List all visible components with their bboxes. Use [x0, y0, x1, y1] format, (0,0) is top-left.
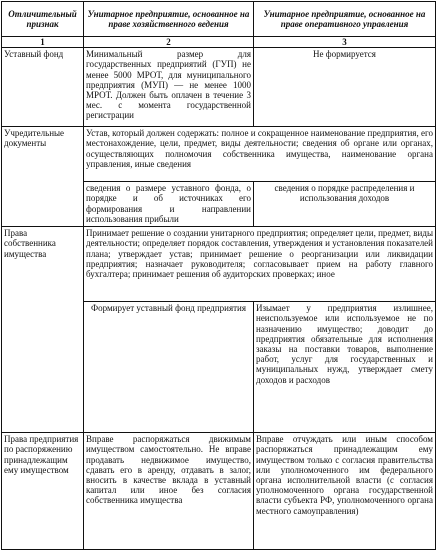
header-economic-management: Унитарное предприятие, основанное на праве хозяйственного ведения [84, 2, 254, 37]
column-number-row [2, 37, 436, 48]
row-cell: Вправе распоряжаться движимым имуществом самостоятельно. Не вправе продавать недвижимое имущество, сдавать его в аренду, отдавать в залог, вносить в качестве вклада в уставный капитал или иное без согласия собственника имущества [84, 433, 254, 550]
row-label: Права собственника имущества [2, 227, 84, 433]
header-row [2, 2, 436, 37]
row-cell: сведения о порядке распределения и использования доходов [254, 182, 436, 227]
row-cell: Изымает у предприятия излишнее, неиспользуемое или используемое не по назначению имущество; доводит до предприятия обязательные для исполнения заказы на поставки товаров, выполнение работ, услуг для государственных и муниципальных нужд, утверждает смету доходов и расходов [254, 302, 436, 433]
row-cell: Не формируется [254, 48, 436, 127]
merged-cell: Принимает решение о создании унитарного предприятия; определяет цели, предмет, виды деятельности; определяет порядок составления, утверждения и установления показателей плана; утверждает устав; принимает решение о реорганизации или ликвидации предприятия; назначает руководителя; согласовывает прием на работу главного бухгалтера; принимает решения об аудиторских проверках; иное [84, 227, 436, 302]
row-cell: сведения о размере уставного фонда, о порядке и об источниках его формирования и направлении использования прибыли [84, 182, 254, 227]
row-cell: Вправе отчуждать или иным способом распоряжаться принадлежащим ему имуществом только с согласия правительства или уполномоченного им федерального органа исполнительной власти (с согласия уполномоченного органа государственной власти субъекта РФ, уполномоченного органа местного самоуправления) [254, 433, 436, 550]
table-row [2, 227, 436, 302]
column-number: 3 [254, 37, 436, 48]
header-feature: Отличительный признак [2, 2, 84, 37]
row-cell: Минимальный размер для государственных предприятий (ГУП) не менее 5000 МРОТ, для муниципального предприятия (МУП) — не менее 1000 МРОТ. Должен быть оплачен в течение 3 мес. с момента государственной регистрации [84, 48, 254, 127]
column-number: 1 [2, 37, 84, 48]
row-label: Права предприятия по распоряжению принадлежащим ему имуществом [2, 433, 84, 550]
row-label: Учредительные документы [2, 127, 84, 227]
merged-cell: Устав, который должен содержать: полное и сокращенное наименование предприятия, его местонахождение, цели, предмет, виды деятельности; сведения об органе или органах, осуществляющих полномочия собственника имущества, наименование органа управления, иные сведения [84, 127, 436, 182]
table-row [2, 48, 436, 127]
row-cell: Формирует уставный фонд предприятия [84, 302, 254, 433]
header-operational-management: Унитарное предприятие, основанное на праве оперативного управления [254, 2, 436, 37]
table-row [2, 433, 436, 550]
table-row [2, 127, 436, 182]
column-number: 2 [84, 37, 254, 48]
comparison-table [1, 1, 436, 550]
row-label: Уставный фонд [2, 48, 84, 127]
